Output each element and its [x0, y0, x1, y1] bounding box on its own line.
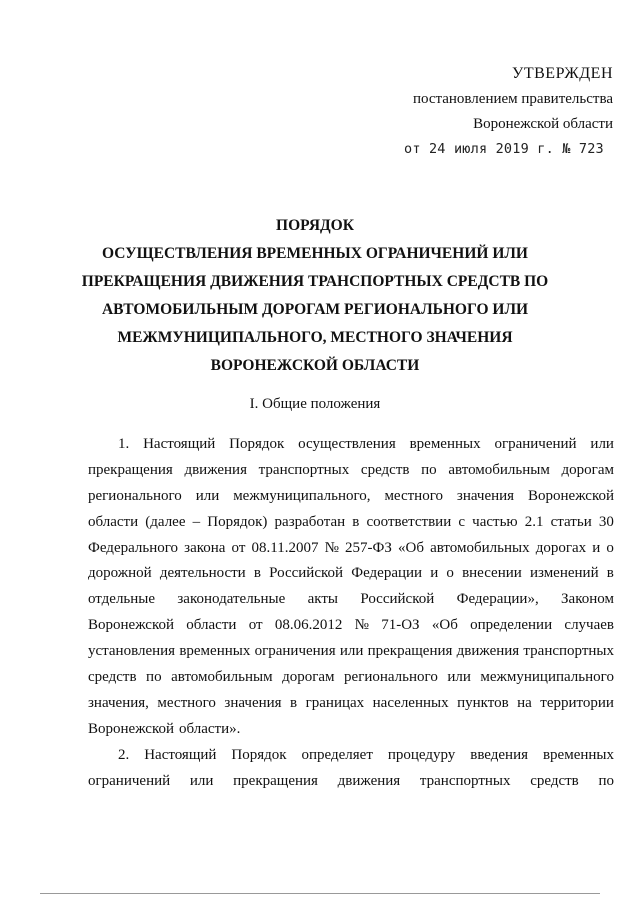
paragraph-1	[88, 432, 614, 743]
paragraph-line: средств по автомобильным дорогам регионального или межмуниципального	[88, 669, 614, 686]
paragraph-line: прекращения движения транспортных средств по автомобильным дорогам	[88, 461, 614, 478]
paragraph-line: Воронежской области».	[88, 720, 241, 737]
document-title	[80, 212, 550, 380]
paragraph-line: 1. Настоящий Порядок осуществления временных ограничений или	[118, 436, 614, 452]
section-heading: I. Общие положения	[249, 396, 381, 412]
paragraph-line: 2. Настоящий Порядок определяет процедуру введения временных	[118, 746, 614, 763]
approval-region: Воронежской области	[473, 116, 613, 132]
document-title-line: ПРЕКРАЩЕНИЯ ДВИЖЕНИЯ ТРАНСПОРТНЫХ СРЕДСТВ ПО	[81, 273, 549, 290]
paragraph-line: установления временных ограничения или прекращения движения транспортных	[88, 643, 614, 660]
document-title-line: ПОРЯДОК	[276, 217, 354, 234]
paragraph-line: отдельные законодательные акты Российской Федерации», Законом	[88, 591, 614, 608]
paragraph-2	[88, 743, 614, 795]
document-title-line: ОСУЩЕСТВЛЕНИЯ ВРЕМЕННЫХ ОГРАНИЧЕНИЙ ИЛИ	[102, 245, 528, 262]
paragraph-line: Федерального закона от 08.11.2007 № 257-ФЗ «Об автомобильных дорогах и о	[88, 539, 614, 556]
approval-title: УТВЕРЖДЕН	[512, 65, 613, 82]
document-title-line: МЕЖМУНИЦИПАЛЬНОГО, МЕСТНОГО ЗНАЧЕНИЯ	[117, 329, 513, 346]
page-bottom-rule	[40, 893, 600, 894]
approval-issuer: постановлением правительства	[412, 91, 613, 107]
approval-block	[360, 60, 613, 157]
document-title-line: АВТОМОБИЛЬНЫМ ДОРОГАМ РЕГИОНАЛЬНОГО ИЛИ	[101, 301, 529, 318]
document-title-line: ВОРОНЕЖСКОЙ ОБЛАСТИ	[210, 357, 420, 374]
paragraph-line: значения, местного значения в границах населенных пунктов на территории	[88, 694, 614, 711]
paragraph-line: Воронежской области от 08.06.2012 № 71-ОЗ «Об определении случаев	[88, 617, 614, 634]
document-body	[88, 432, 614, 794]
approval-date-stamp: от 24 июля 2019 г. № 723	[404, 141, 604, 157]
paragraph-line: ограничений или прекращения движения транспортных средств по	[88, 772, 614, 789]
paragraph-line: дорожной деятельности в Российской Федерации и о внесении изменений в	[88, 565, 614, 582]
paragraph-line: области (далее – Порядок) разработан в соответствии с частью 2.1 статьи 30	[88, 513, 614, 530]
paragraph-line: регионального или межмуниципального, местного значения Воронежской	[88, 487, 614, 504]
